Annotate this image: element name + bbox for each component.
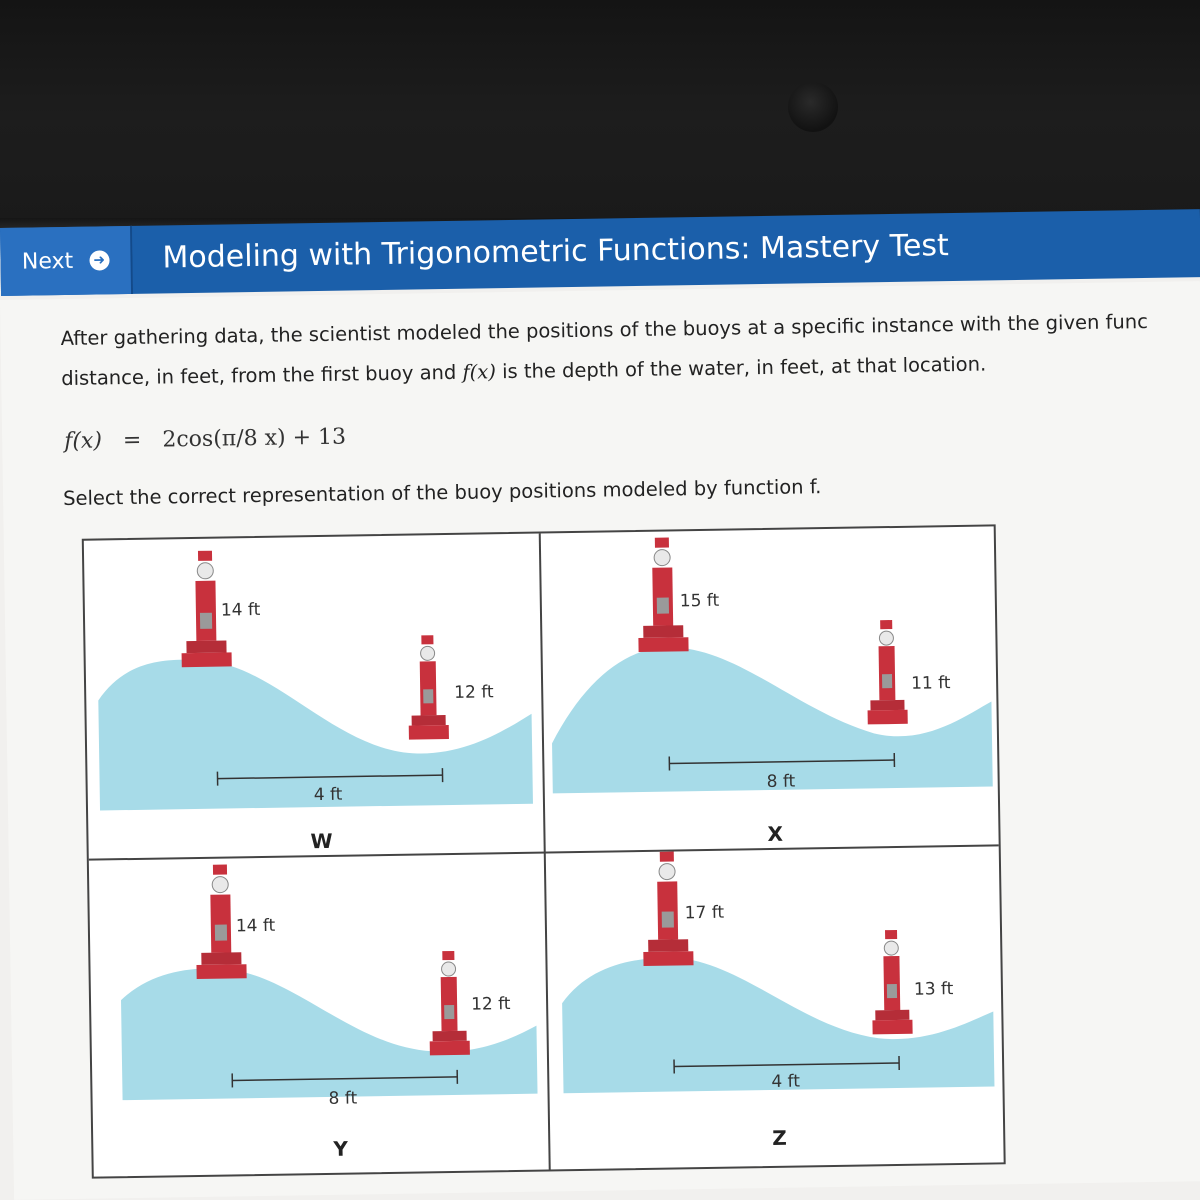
depth-label-1: 15 ft [679,590,720,612]
depth-label-1: 14 ft [235,915,276,937]
option-letter: W [310,828,333,854]
question-text-line1: After gathering data, the scientist modeled the positions of the buoys at a specific instance with the given func [60,309,1149,351]
option-z-illustration [546,846,1006,1171]
depth-label-2: 13 ft [913,979,954,1000]
arrow-circle-right-icon: ➜ [89,250,109,270]
depth-label-1: 14 ft [220,599,261,621]
option-z[interactable] [546,846,1006,1171]
distance-label: 8 ft [766,771,796,793]
distance-label: 4 ft [313,784,343,806]
option-y-illustration [89,854,549,1179]
buoy-2 [428,951,470,1056]
monitor-bezel [0,0,1200,232]
water-wave [551,642,993,793]
fx-inline: f(x) [462,360,497,384]
next-button[interactable] [0,226,133,296]
depth-label-2: 12 ft [454,682,494,703]
option-letter: X [767,821,784,847]
depth-label-2: 12 ft [470,994,511,1015]
next-label: Next [21,248,74,275]
distance-label: 8 ft [328,1088,358,1109]
answer-options-grid [82,524,1006,1178]
webcam [788,82,838,132]
function-formula: f(x) = 2cos(π/8 x) + 13 [64,424,347,455]
depth-label-2: 11 ft [910,673,951,694]
option-y[interactable] [89,854,549,1179]
buoy-2 [871,930,913,1035]
depth-label-1: 17 ft [684,902,725,924]
question-prompt: Select the correct representation of the buoy positions modeled by function f. [62,475,822,511]
buoy-2 [407,635,449,740]
option-letter: Y [333,1136,349,1161]
option-w[interactable] [84,534,544,859]
buoy-2 [866,620,908,725]
page-title: Modeling with Trigonometric Functions: Mastery Test [162,228,950,276]
question-text-line2: distance, in feet, from the first buoy and f(x) is the depth of the water, in feet, at that location. [61,352,987,391]
option-x[interactable] [541,526,1001,851]
distance-label: 4 ft [771,1071,801,1092]
question-panel [0,281,1200,1200]
option-letter: Z [772,1125,787,1150]
